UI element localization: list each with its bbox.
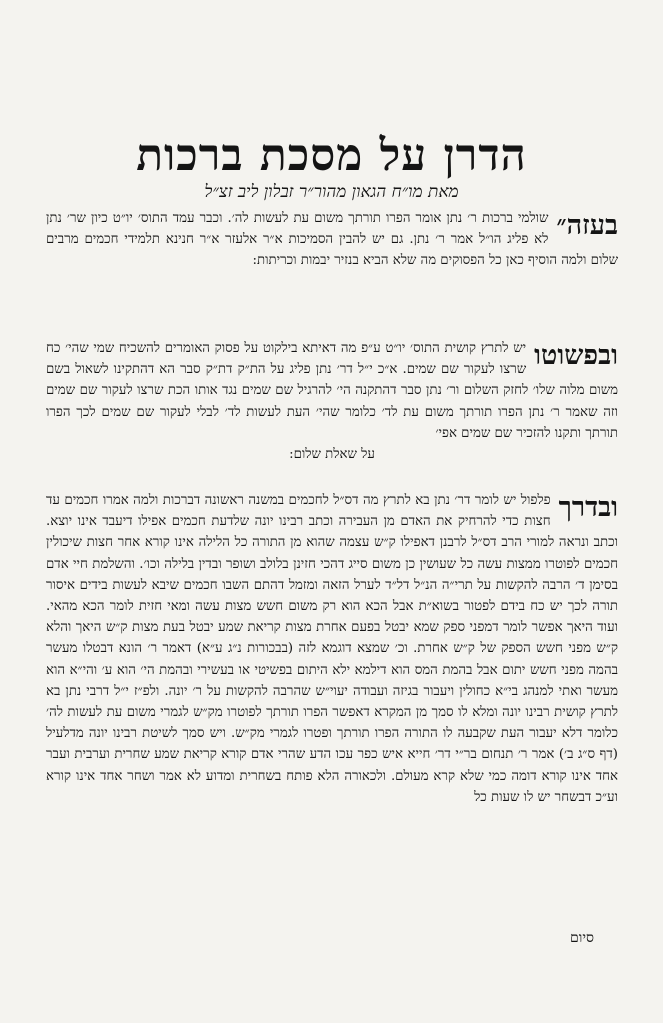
paragraph-1-lead-word: בעזה״: [556, 210, 618, 241]
paragraph-3: [46, 490, 618, 808]
author-line: מאת מו״ח הגאון מהור״ר זבלון ליב זצ״ל: [204, 182, 459, 202]
paragraph-3-lead-word: ובדרך: [558, 492, 618, 523]
paragraph-2-lead-word: ובפשוטו: [534, 340, 618, 371]
page-title: הדרן על מסכת ברכות: [136, 130, 527, 181]
paragraph-3-text: פלפול יש לומר דר׳ נתן בא לתרץ מה דס״ל לחכמים במשנה ראשונה דברכות ולמה אמרו חכמים עד חצות כדי להרחיק את האדם מן העבירה וכתב רבינו יונה שלדעת חכמים אפילו דיעבד אינו יוצא. וכתב ונראה למורי הרב דס״ל לרבנן דאפילו ק״ש עצמה שהוא מן התורה כל הלילה אינו קורא אחר חצות שיכולין חכמים לפוטרו ממצות עשה כל שעושין כן משום סייג דהכי חזינן בלולב ושופר ובדין בלילה וכו׳. והשלמת חיי אדם בסימן ד׳ הרבה להקשות על תרי״ה הנ״ל דל״ד לערל הזאה ומזמל דהתם השבו חכמים שיבא לעשות בידים איסור תורה לכך יש כח בידם לפטור בשוא״ת אבל הכא הוא רק משום חשש מצות עשה ומאי חזית לומר הכא מהאי. ועוד היאך אפשר לומר דמפני ספק שמא יבטל בפעם אחרת מצות קריאת שמע יבטל בעת מצות ק״ש היאך והלא ק״ש מפני חשש הספק של ק״ש אחרת. וכ׳ שמצא דוגמא לזה (בבכורות נ״ג ע״א) דאמר ר׳ הונא דבטלו מעשר בהמה מפני חשש יתום אבל בהמת המס הוא דילמא ילא היתום בפשיטי או בעשירי ובהמת הי׳ הוא ע׳ והי״א הוא מעשר ואתי למנהג בי״א כחולין ויעבור בגיזה ועבודה יעוי״ש שהרבה להקשות על ר׳ יונה. ולפ״ז י״ל דרבי נתן בא לתרץ קושית רבינו יונה ומלא לו סמך מן המקרא דאפשר הפרו תורתך לפוטרו מק״ש לגמרי משום עת לעשות לה׳ כלומר דלא יעבור העת שקבעה לו התורה הפרו תורתך ופטרו לגמרי מק״ש. ויש סמך לשיטת רבינו יונה מדלעיל (דף ס״ג ב׳) אמר ר׳ תנחום בר״י דר׳ חייא איש כפר עכו הדע שהרי אדם קורא קריאת שמע שחרית וערבית ועבר אחד אינו קורא דומה כמי שלא קרא מעולם. ולכאורה הלא פותח בשחרית ומדוע לא אמר ושחר אחד אינו קורא וע״כ דבשחר יש לו שעות כל: [46, 493, 618, 805]
paragraph-1: [46, 208, 618, 272]
paragraph-1-text: שולמי ברכות ר׳ נתן אומר הפרו תורתך משום עת לעשות לה׳. וכבר עמד התוס׳ יו״ט כיון שר׳ נתן לא פליג הו״ל אמר ר׳ נתן. גם יש להבין הסמיכות א״ר אלעזר א״ר חנינא תלמידי חכמים מרבים שלום ולמה הוסיף כאן כל הפסוקים מה שלא הביא בנזיר יבמות וכריתות:: [46, 211, 618, 269]
paragraph-2: [46, 338, 618, 465]
paragraph-2-text: יש לתרץ קושית התוס׳ יו״ט ע״פ מה דאיתא בילקוט על פסוק האומרים להשכיח שמי שהי׳ כח שרצו לעקור שם שמים. א״כ י״ל דר׳ נתן פליג על הת״ק דת״ק סבר הא דהתקינו לשאול בשם משום מלוה שלו׳ לחזק השלום ור׳ נתן סבר דהתקנה הי׳ להרגיל שם שמים נגד אותו הכת שרצו לעקור שם שמים וזה שאמר ר׳ נתן הפרו תורתך משום עת לד׳ כלומר שהי׳ העת לעשות לד׳ לבלי לעקור שם שמים לכך הפרו תורתך ותקנו להזכיר שם שמים אפי׳: [46, 341, 618, 441]
closing-word: סיום: [570, 930, 594, 946]
paragraph-2-closing-line: על שאלת שלום:: [289, 447, 375, 463]
